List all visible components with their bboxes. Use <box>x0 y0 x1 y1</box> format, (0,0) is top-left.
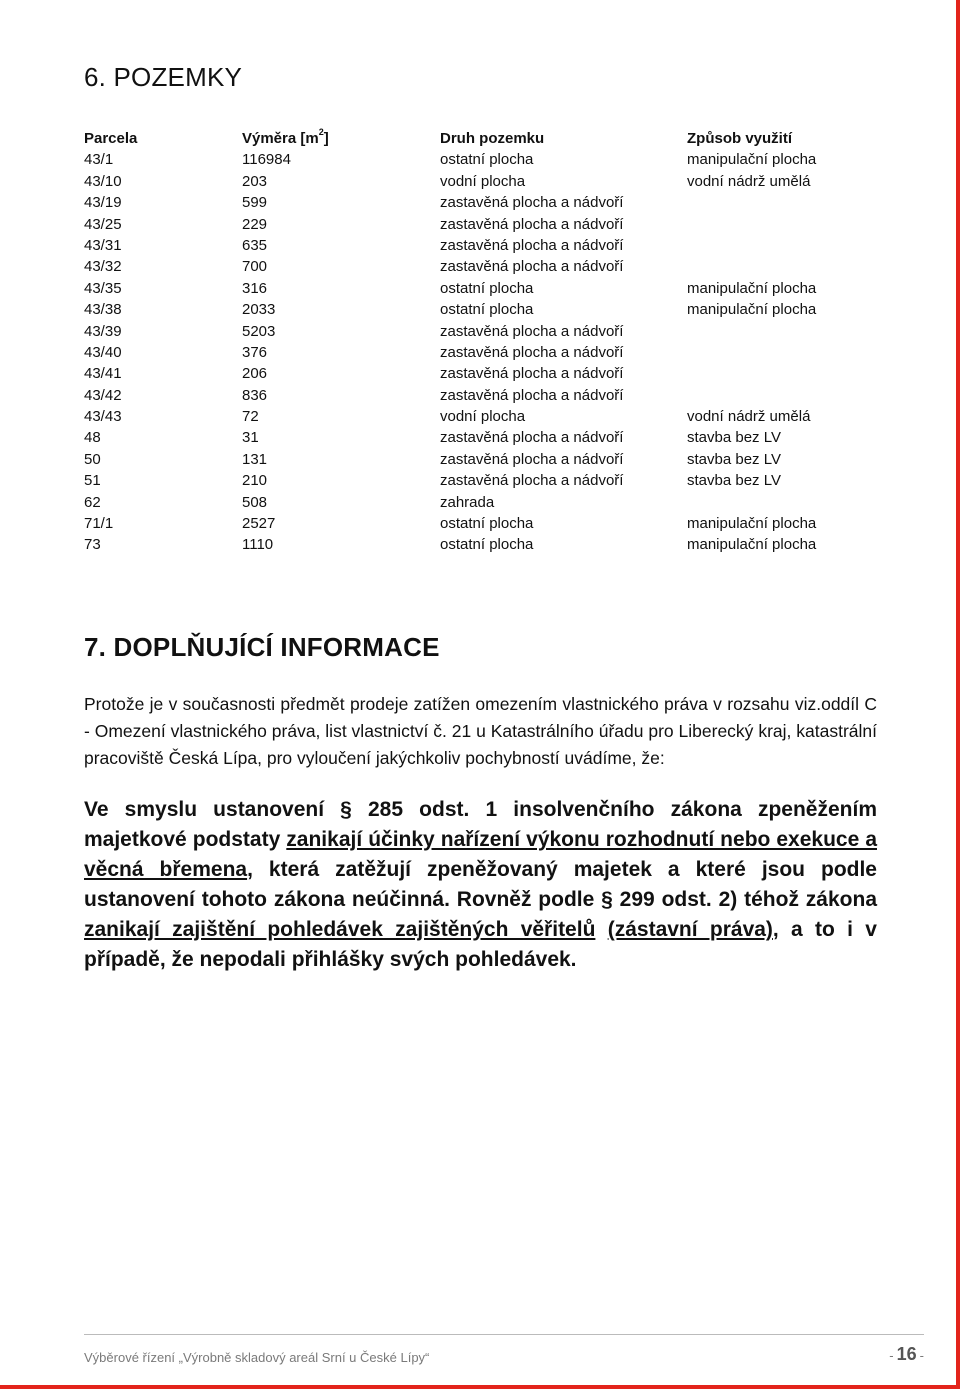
cell-vymera: 508 <box>242 493 268 511</box>
legal-underlined-1: zanikají účinky nařízení výkonu rozhodnutí nebo exekuce a věcná břemena <box>84 828 877 881</box>
legal-text-2: , která zatěžují zpeněžovaný majetek a které jsou podle ustanovení tohoto zákona neúčinná. Rovněž podle § 299 odst. 2) téhož zákona <box>84 858 877 911</box>
legal-text-3 <box>595 918 607 941</box>
cell-vymera: 229 <box>242 215 268 233</box>
cell-zpusob: manipulační plocha <box>687 515 817 533</box>
header-zpusob: Způsob využití <box>687 130 792 147</box>
cell-vymera: 203 <box>242 172 268 190</box>
cell-parcela: 43/38 <box>84 301 122 319</box>
header-vymera-sup: 2 <box>318 127 324 137</box>
cell-druh: zahrada <box>440 493 495 511</box>
cell-zpusob: vodní nádrž umělá <box>687 172 811 190</box>
cell-parcela: 51 <box>84 472 101 490</box>
cell-vymera: 599 <box>242 194 268 212</box>
page-number-value: 16 <box>896 1344 917 1364</box>
cell-parcela: 43/19 <box>84 194 122 212</box>
cell-parcela: 73 <box>84 536 101 554</box>
cell-parcela: 43/1 <box>84 151 114 169</box>
cell-parcela: 43/40 <box>84 343 122 361</box>
header-vymera-end: ] <box>323 130 329 147</box>
cell-vymera: 131 <box>242 450 268 468</box>
cell-parcela: 50 <box>84 450 101 468</box>
cell-vymera: 700 <box>242 258 268 276</box>
page-prefix: - <box>889 1348 894 1363</box>
cell-druh: ostatní plocha <box>440 279 534 297</box>
page-number <box>889 1344 924 1365</box>
cell-vymera: 72 <box>242 408 259 426</box>
cell-druh: zastavěná plocha a nádvoří <box>440 194 624 212</box>
cell-zpusob: vodní nádrž umělá <box>687 408 811 426</box>
cell-vymera: 206 <box>242 365 268 383</box>
legal-statement <box>84 795 877 975</box>
cell-parcela: 71/1 <box>84 515 114 533</box>
cell-druh: ostatní plocha <box>440 151 534 169</box>
cell-vymera: 376 <box>242 343 268 361</box>
cell-vymera: 210 <box>242 472 268 490</box>
cell-druh: zastavěná plocha a nádvoří <box>440 429 624 447</box>
cell-zpusob: stavba bez LV <box>687 450 781 468</box>
cell-parcela: 48 <box>84 429 101 447</box>
cell-druh: zastavěná plocha a nádvoří <box>440 386 624 404</box>
cell-druh: zastavěná plocha a nádvoří <box>440 322 624 340</box>
cell-parcela: 43/42 <box>84 386 122 404</box>
header-parcela: Parcela <box>84 130 138 147</box>
cell-parcela: 43/31 <box>84 236 122 254</box>
cell-parcela: 43/32 <box>84 258 122 276</box>
cell-parcela: 43/41 <box>84 365 122 383</box>
cell-vymera: 635 <box>242 236 268 254</box>
cell-zpusob: manipulační plocha <box>687 301 817 319</box>
cell-vymera: 5203 <box>242 322 276 340</box>
cell-druh: zastavěná plocha a nádvoří <box>440 450 624 468</box>
cell-zpusob: manipulační plocha <box>687 536 817 554</box>
header-vymera <box>242 128 329 149</box>
cell-druh: ostatní plocha <box>440 515 534 533</box>
cell-druh: vodní plocha <box>440 408 526 426</box>
cell-vymera: 2033 <box>242 301 276 319</box>
footer-title: Výběrové řízení „Výrobně skladový areál Srní u České Lípy“ <box>84 1350 430 1365</box>
cell-vymera: 116984 <box>242 151 291 169</box>
info-paragraph: Protože je v současnosti předmět prodeje zatížen omezením vlastnického práva v rozsahu viz.oddíl C - Omezení vlastnického práva, list vlastnictví č. 21 u Katastrálního úřadu pro Liberecký kraj, katastrální pracoviště Česká Lípa, pro vyloučení jakýchkoliv pochybností uvádíme, že: <box>84 694 877 768</box>
legal-underlined-3: (zástavní práva) <box>607 918 773 941</box>
cell-parcela: 43/10 <box>84 172 122 190</box>
cell-zpusob: manipulační plocha <box>687 279 817 297</box>
cell-vymera: 2527 <box>242 515 276 533</box>
cell-parcela: 43/39 <box>84 322 122 340</box>
cell-vymera: 316 <box>242 279 268 297</box>
section-6-title: 6. POZEMKY <box>84 62 243 92</box>
legal-text-4: , a to i v případě, že nepodali přihlášky svých pohledávek. <box>84 918 877 971</box>
cell-druh: zastavěná plocha a nádvoří <box>440 343 624 361</box>
cell-druh: ostatní plocha <box>440 301 534 319</box>
cell-parcela: 43/43 <box>84 408 122 426</box>
cell-zpusob: stavba bez LV <box>687 472 781 490</box>
cell-druh: zastavěná plocha a nádvoří <box>440 236 624 254</box>
cell-vymera: 1110 <box>242 536 274 554</box>
cell-zpusob: stavba bez LV <box>687 429 781 447</box>
cell-parcela: 62 <box>84 493 101 511</box>
cell-vymera: 836 <box>242 386 268 404</box>
cell-vymera: 31 <box>242 429 259 447</box>
legal-text-1: Ve smyslu ustanovení § 285 odst. 1 insolvenčního zákona zpeněžením majetkové podstaty <box>84 798 877 851</box>
cell-druh: zastavěná plocha a nádvoří <box>440 365 624 383</box>
header-vymera-text: Výměra [m <box>242 130 319 147</box>
cell-druh: zastavěná plocha a nádvoří <box>440 258 624 276</box>
footer-divider <box>84 1334 924 1335</box>
cell-parcela: 43/25 <box>84 215 122 233</box>
cell-druh: zastavěná plocha a nádvoří <box>440 472 624 490</box>
cell-druh: zastavěná plocha a nádvoří <box>440 215 624 233</box>
section-7-title: 7. DOPLŇUJÍCÍ INFORMACE <box>84 632 440 662</box>
cell-parcela: 43/35 <box>84 279 122 297</box>
cell-zpusob: manipulační plocha <box>687 151 817 169</box>
cell-druh: vodní plocha <box>440 172 526 190</box>
page-suffix: - <box>919 1348 924 1363</box>
cell-druh: ostatní plocha <box>440 536 534 554</box>
header-druh: Druh pozemku <box>440 130 545 147</box>
legal-underlined-2: zanikají zajištění pohledávek zajištěných věřitelů <box>84 918 596 941</box>
